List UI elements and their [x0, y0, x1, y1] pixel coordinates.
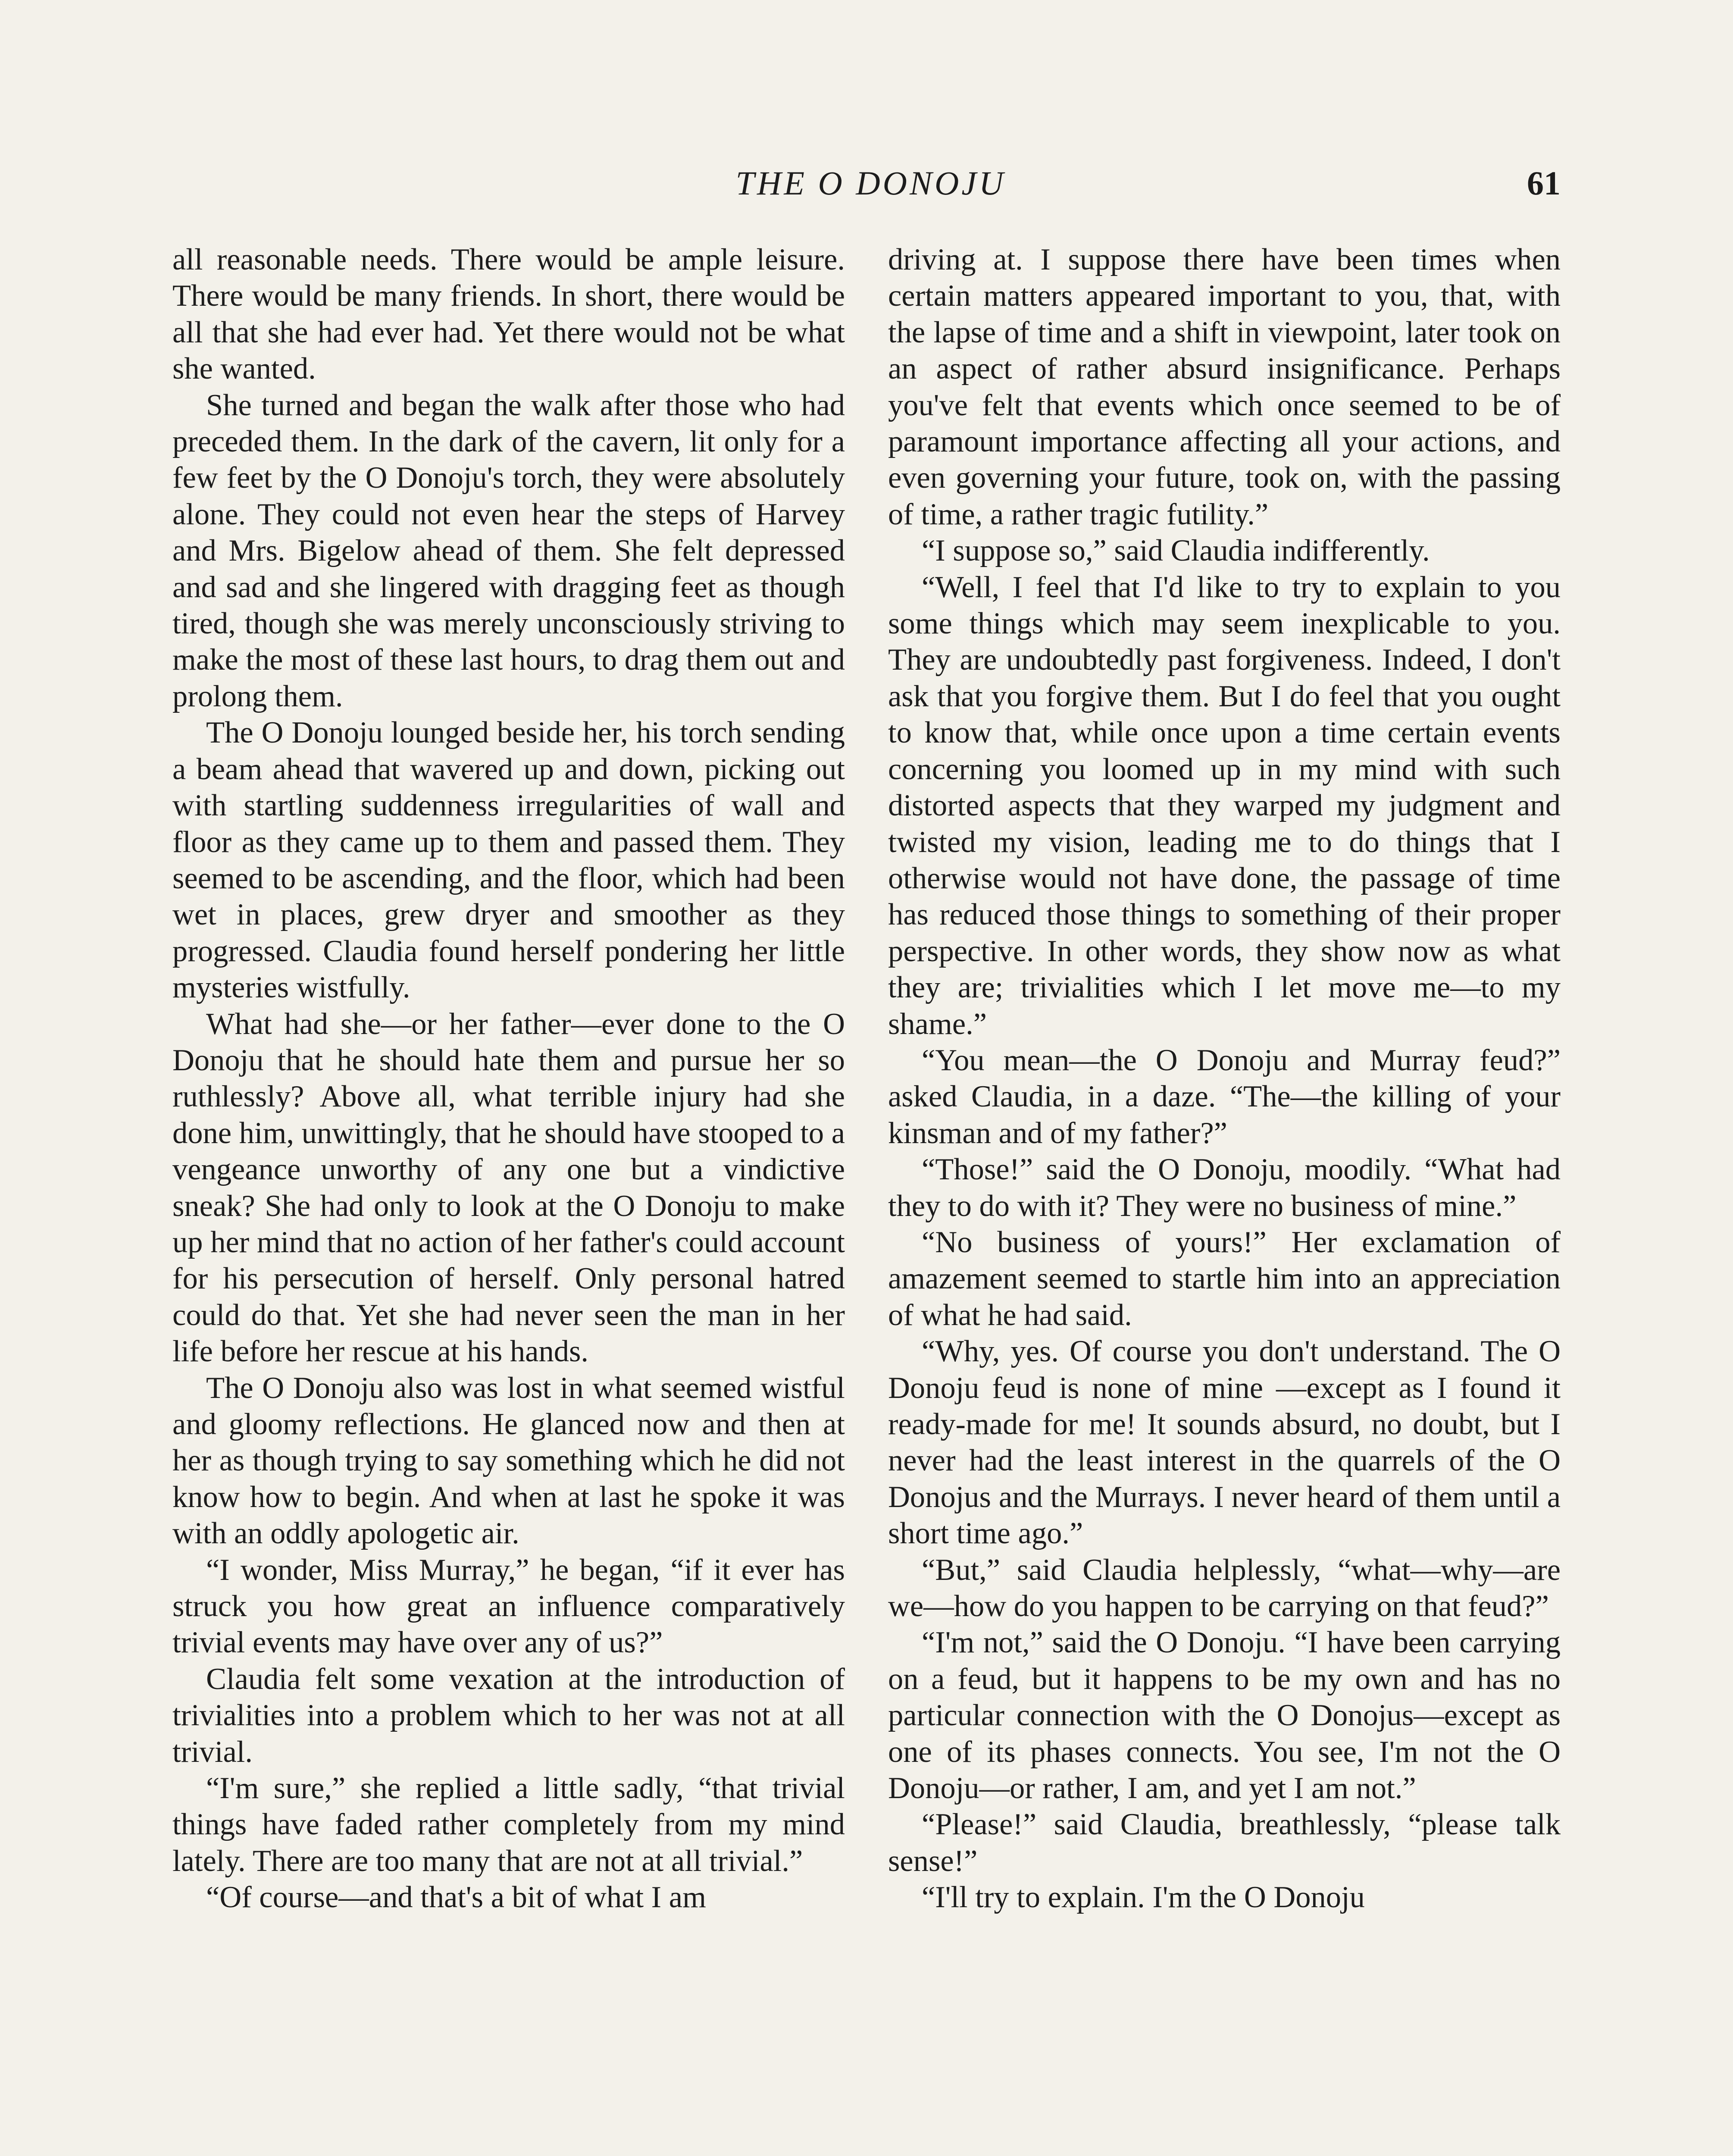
paragraph: “Why, yes. Of course you don't understand. The O Donoju feud is none of mine —except as I found it ready-made for me! It sounds absurd, no doubt, but I never had the least interest in the quarrels of the O Donojus and the Murrays. I never heard of them until a short time ago.” [888, 1335, 1561, 1551]
paragraph: “I'm not,” said the O Donoju. “I have been carrying on a feud, but it happens to be my own and has no particular connection with the O Donojus—except as one of its phases connects. You see, I'm not the O Donoju—or rather, I am, and yet I am not.” [888, 1626, 1561, 1805]
paragraph: “I suppose so,” said Claudia indifferently. [922, 534, 1430, 568]
page-header [0, 164, 1733, 216]
paragraph: “Well, I feel that I'd like to try to explain to you some things which may seem inexplicable to you. They are undoubtedly past forgiveness. Indeed, I don't ask that you forgive them. But I do feel that you ought to know that, while once upon a time certain events concerning you loomed up in my mind with such distorted aspects that they warped my judgment and twisted my vision, leading me to do things that I otherwise would not have done, the passage of time has reduced those things to something of their proper perspective. In other words, they show now as what they are; trivialities which I let move me—to my shame.” [888, 570, 1561, 1041]
paragraph: “I wonder, Miss Murray,” he began, “if it ever has struck you how great an influence comparatively trivial events may have over any of us?” [172, 1553, 845, 1660]
paragraph: all reasonable needs. There would be ample leisure. There would be many friends. In short, there would be all that she had ever had. Yet there would not be what she wanted. [172, 243, 845, 386]
paragraph: “But,” said Claudia helplessly, “what—why—are we—how do you happen to be carrying on that feud?” [888, 1553, 1561, 1623]
paragraph: driving at. I suppose there have been times when certain matters appeared important to you, that, with the lapse of time and a shift in viewpoint, later took on an aspect of rather absurd insignificance. Perhaps you've felt that events which once seemed to be of paramount importance affecting all your actions, and even governing your future, took on, with the passing of time, a rather tragic futility.” [888, 243, 1561, 531]
paragraph: The O Donoju also was lost in what seemed wistful and gloomy reflections. He glanced now and then at her as though trying to say something which he did not know how to begin. And when at last he spoke it was with an oddly apologetic air. [172, 1371, 845, 1551]
paragraph: The O Donoju lounged beside her, his torch sending a beam ahead that wavered up and down, picking out with startling suddenness irregularities of wall and floor as they came up to them and passed them. They seemed to be ascending, and the floor, which had been wet in places, grew dryer and smoother as they progressed. Claudia found herself pondering her little mysteries wistfully. [172, 716, 845, 1005]
paragraph: “I'm sure,” she replied a little sadly, “that trivial things have faded rather completely from my mind lately. There are too many that are not at all trivial.” [172, 1771, 845, 1878]
right-column [888, 241, 1561, 1916]
running-title: THE O DONOJU [735, 164, 1006, 202]
paragraph: Claudia felt some vexation at the introduction of trivialities into a problem which to her was not at all trivial. [172, 1662, 845, 1769]
paragraph: She turned and began the walk after those who had preceded them. In the dark of the cavern, lit only for a few feet by the O Donoju's torch, they were absolutely alone. They could not even hear the steps of Harvey and Mrs. Bigelow ahead of them. She felt depressed and sad and she lingered with dragging feet as though tired, though she was merely unconsciously striving to make the most of these last hours, to drag them out and prolong them. [172, 388, 845, 713]
paragraph: “Of course—and that's a bit of what I am [206, 1880, 706, 1915]
paragraph: What had she—or her father—ever done to the O Donoju that he should hate them and pursue her so ruthlessly? Above all, what terrible injury had she done him, unwittingly, that he should have stooped to a vengeance unworthy of any one but a vindictive sneak? She had only to look at the O Donoju to make up her mind that no action of her father's could account for his persecution of herself. Only personal hatred could do that. Yet she had never seen the man in her life before her rescue at his hands. [172, 1007, 845, 1369]
page-number: 61 [1527, 164, 1561, 202]
paragraph: “Those!” said the O Donoju, moodily. “What had they to do with it? They were no business of mine.” [888, 1153, 1561, 1223]
paragraph: “You mean—the O Donoju and Murray feud?” asked Claudia, in a daze. “The—the killing of your kinsman and of my father?” [888, 1043, 1561, 1150]
left-column [172, 241, 845, 1916]
paragraph: “I'll try to explain. I'm the O Donoju [922, 1880, 1365, 1915]
paragraph: “Please!” said Claudia, breathlessly, “please talk sense!” [888, 1808, 1561, 1878]
paragraph: “No business of yours!” Her exclamation of amazement seemed to startle him into an appreciation of what he had said. [888, 1225, 1561, 1332]
